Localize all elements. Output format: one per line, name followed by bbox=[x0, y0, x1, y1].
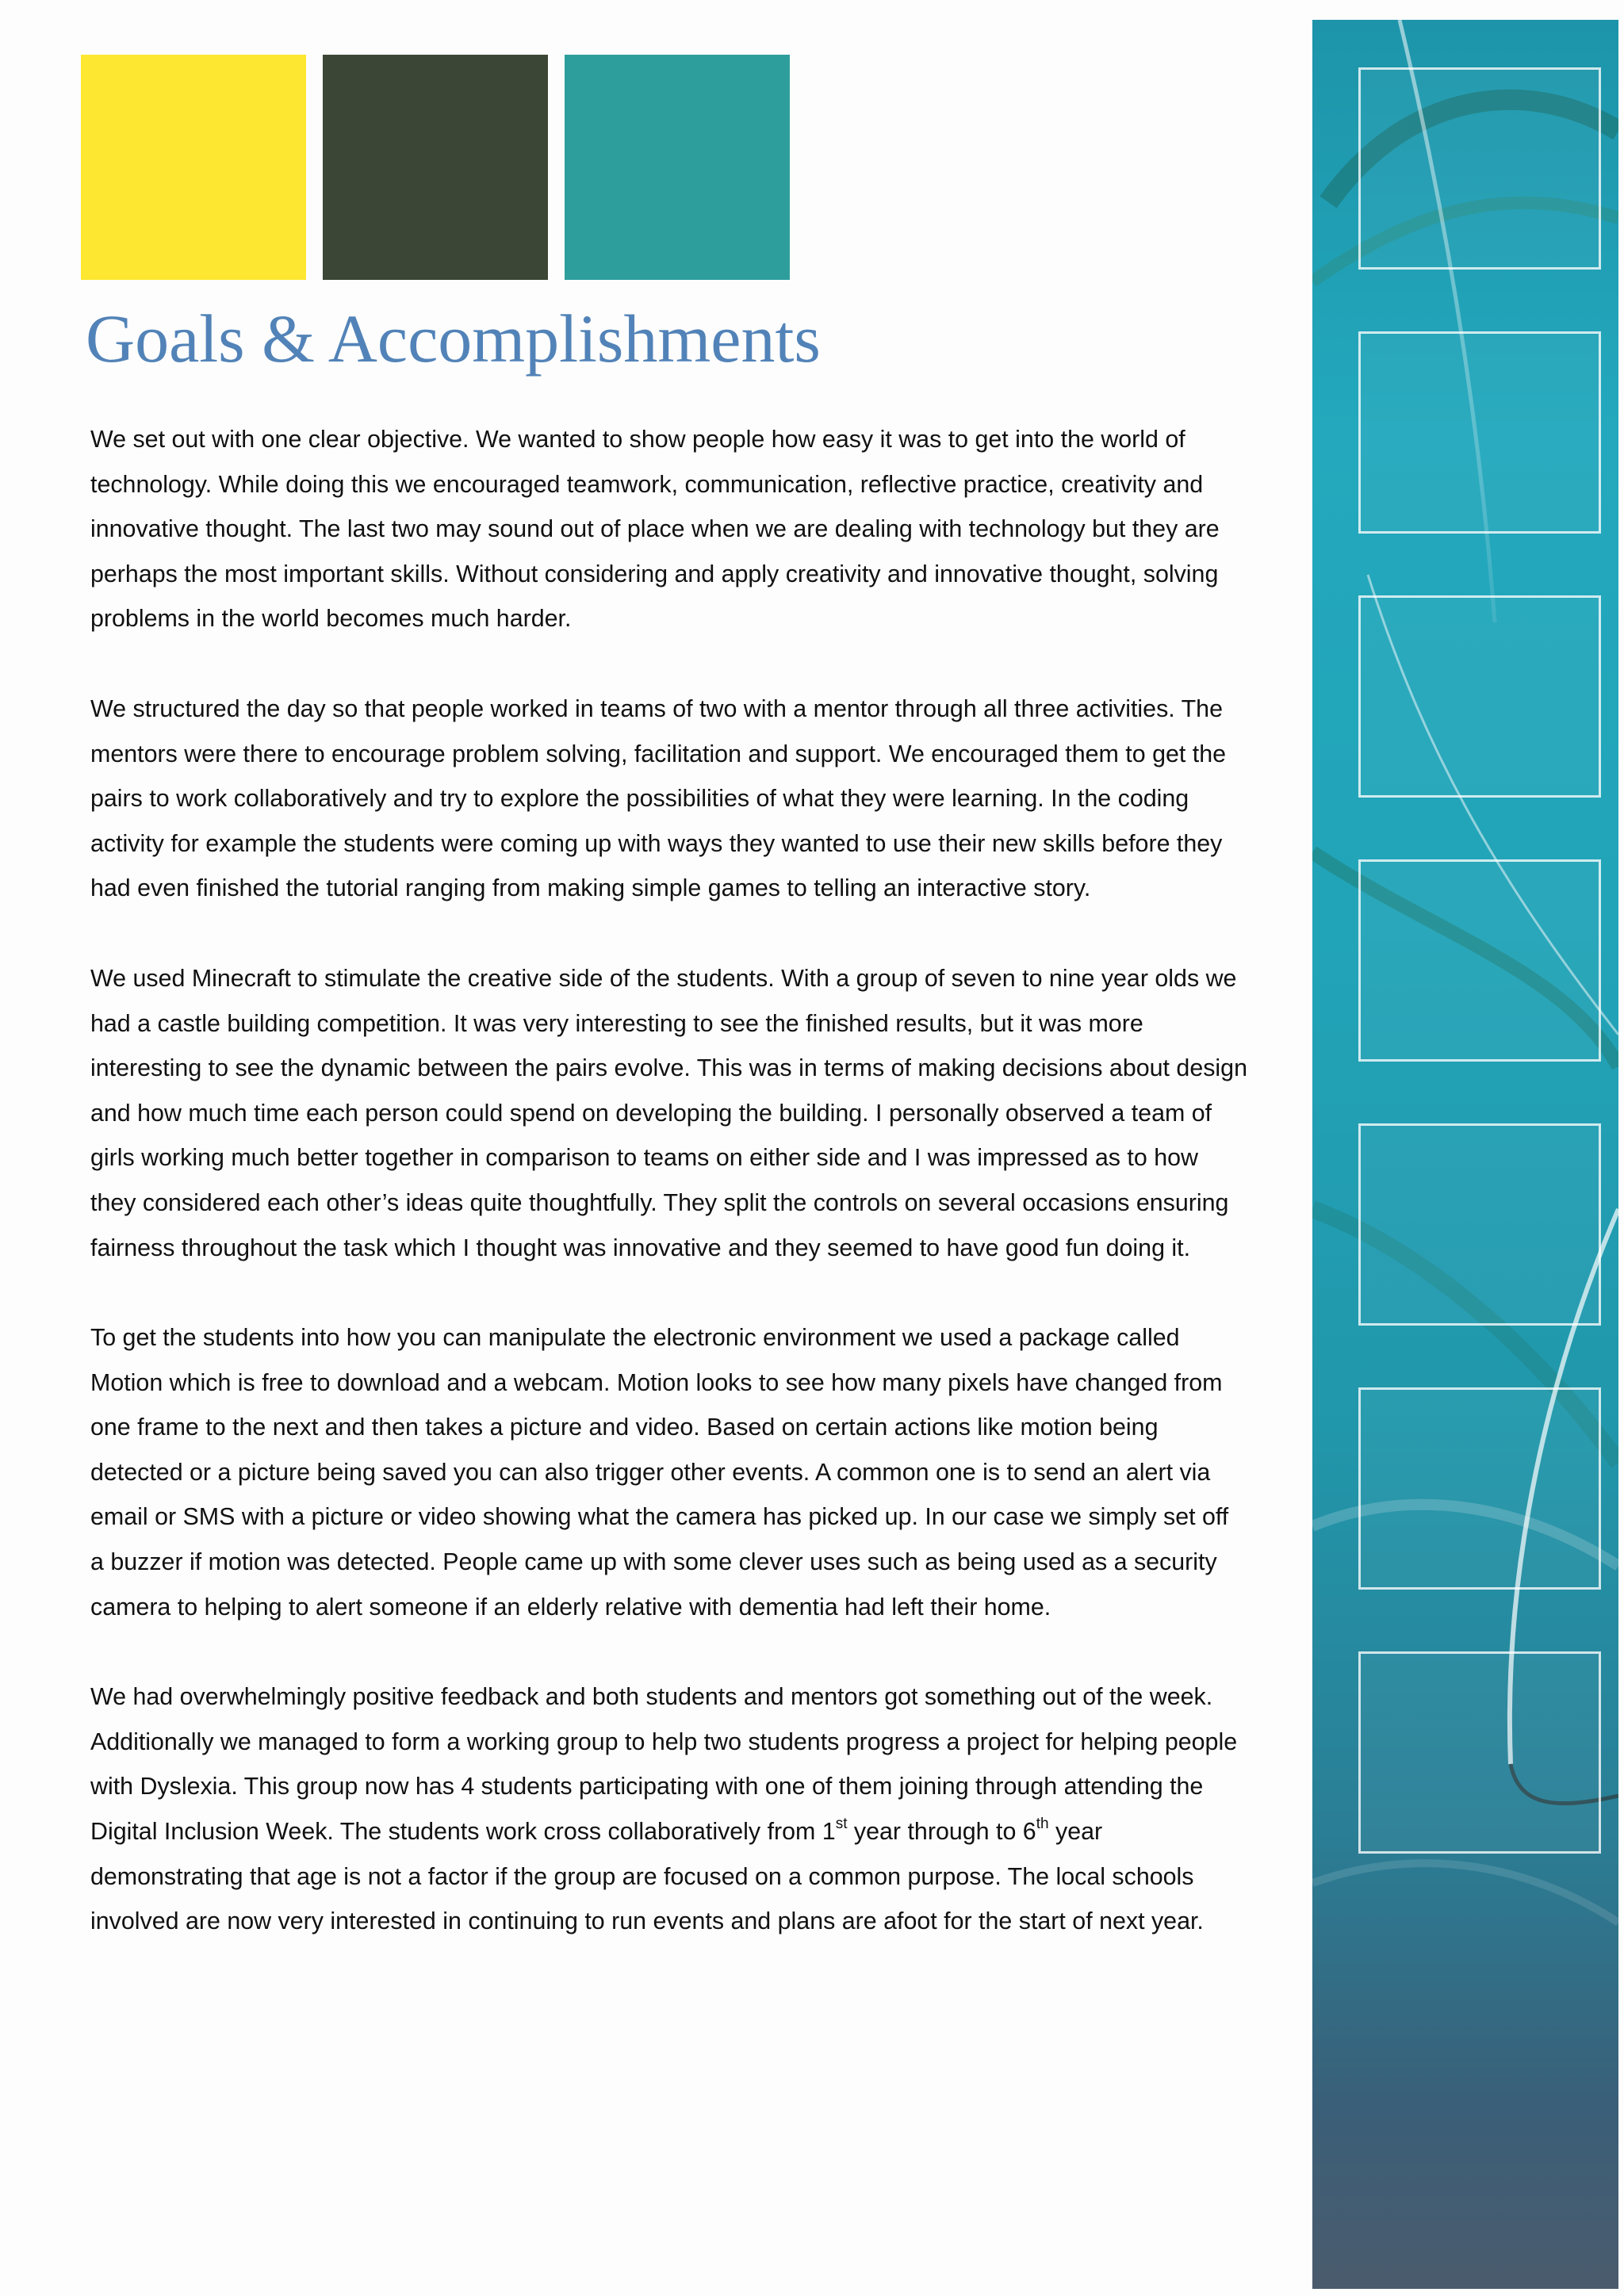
feedback-text-part1: We had overwhelmingly positive feedback and both students and mentors got something out of the week. Additionally we managed to form a working group to help two students progress a project for helping people with Dyslexia. This group now has 4 students participating with one of them joining through attending the Digital Inclusion Week. The students work cross collaboratively from 1 bbox=[90, 1683, 1238, 1846]
panel-tile-7 bbox=[1358, 1651, 1601, 1854]
decorative-side-panel bbox=[1312, 20, 1618, 2289]
ordinal-suffix-st: st bbox=[835, 1816, 848, 1833]
dark-green-square bbox=[323, 55, 548, 280]
panel-tile-2 bbox=[1358, 331, 1601, 534]
panel-tile-6 bbox=[1358, 1387, 1601, 1590]
paragraph-motion: To get the students into how you can manipulate the electronic environment we used a package called Motion which is free to download and a webcam. Motion looks to see how many pixels have changed from one frame to the next and then takes a picture and video. Based on certain actions like motion being detected or a picture being saved you can also trigger other events. A common one is to send an alert via email or SMS with a picture or video showing what the camera has picked up. In our case we simply set off a buzzer if motion was detected. People came up with some clever uses such as being used as a security camera to helping to alert someone if an elderly relative with dementia had left their home. bbox=[90, 1324, 1229, 1621]
paragraph-objective: We set out with one clear objective. We wanted to show people how easy it was to get into the world of technology. While doing this we encouraged teamwork, communication, reflective practice, creativity and innovative thought. The last two may sound out of place when we are dealing with technology but they are perhaps the most important skills. Without considering and apply creativity and innovative thought, solving problems in the world becomes much harder. bbox=[90, 426, 1220, 633]
ordinal-suffix-th: th bbox=[1036, 1816, 1049, 1833]
panel-tile-5 bbox=[1358, 1123, 1601, 1326]
panel-tile-4 bbox=[1358, 859, 1601, 1062]
yellow-square bbox=[81, 55, 306, 280]
page-title: Goals & Accomplishments bbox=[86, 300, 821, 377]
feedback-text-part2: year through to 6 bbox=[847, 1818, 1036, 1846]
paragraph-minecraft: We used Minecraft to stimulate the creative side of the students. With a group of seven to nine year olds we had a castle building competition. It was very interesting to see the finished results, but it was more interesting to see the dynamic between the pairs evolve. This was in terms of making decisions about design and how much time each person could spend on developing the building. I personally observed a team of girls working much better together in comparison to teams on either side and I was impressed as to how they considered each other’s ideas quite thoughtfully. They split the controls on several occasions ensuring fairness throughout the task which I thought was innovative and they seemed to have good fun doing it. bbox=[90, 964, 1247, 1261]
panel-tile-1 bbox=[1358, 67, 1601, 270]
panel-tile-3 bbox=[1358, 595, 1601, 798]
feedback-text-part3: year demonstrating that age is not a factor if the group are focused on a common purpose. The local schools involved are now very interested in continuing to run events and plans are afoot for the start of next year. bbox=[90, 1818, 1204, 1935]
article-body bbox=[90, 417, 1248, 1944]
teal-square bbox=[565, 55, 790, 280]
paragraph-structure: We structured the day so that people worked in teams of two with a mentor through all three activities. The mentors were there to encourage problem solving, facilitation and support. We encouraged them to get the pairs to work collaboratively and try to explore the possibilities of what they were learning. In the coding activity for example the students were coming up with ways they wanted to use their new skills before they had even finished the tutorial ranging from making simple games to telling an interactive story. bbox=[90, 695, 1227, 902]
paragraph-feedback bbox=[90, 1674, 1248, 1944]
